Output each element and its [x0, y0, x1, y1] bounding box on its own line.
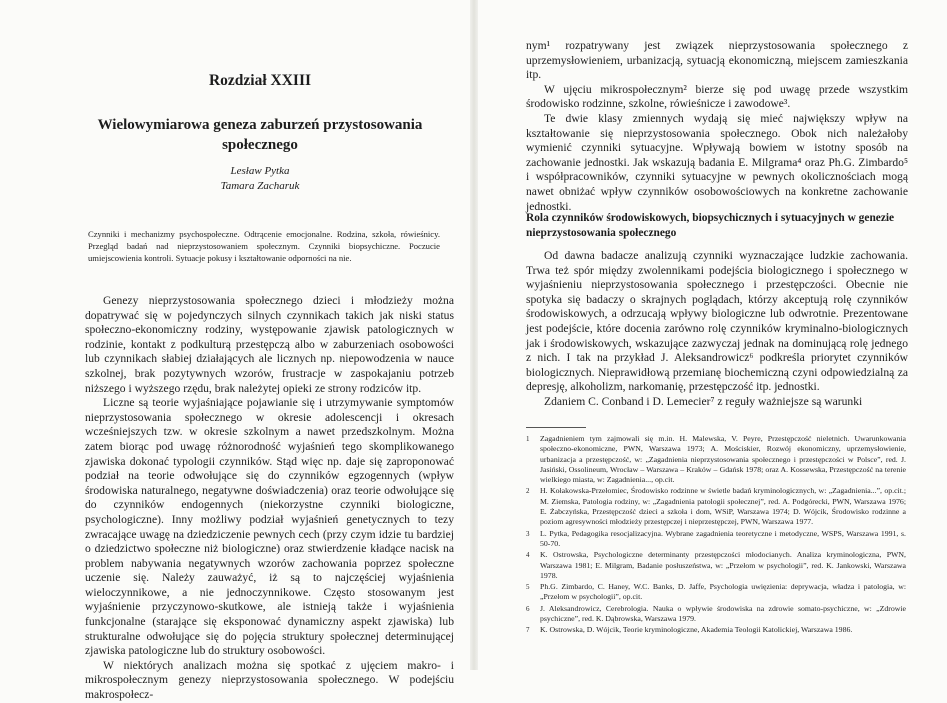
footnotes — [526, 434, 906, 637]
footnote-text: Ph.G. Zimbardo, C. Haney, W.C. Banks, D. Jaffe, Psychologia uwięzienia: deprywacja, władza i patologia, w: „Przełom w psychologii”, op.cit. — [540, 582, 906, 602]
footnote-number: 2 — [526, 487, 530, 496]
footnote-number: 5 — [526, 583, 530, 592]
chapter-label: Rozdział XXIII — [208, 72, 312, 89]
footnote-text: J. Aleksandrowicz, Cerebrologia. Nauka o wpływie środowiska na zdrowie somato-psychiczne, w: „Zdrowie psychiczne”, red. K. Dąbrowska, Warszawa 1979. — [540, 603, 906, 624]
footnote-number: 3 — [526, 529, 530, 538]
right-body-text — [526, 249, 908, 410]
section-heading: Rola czynników środowiskowych, biopsychicznych i sytuacyjnych w genezie nieprzystosowania społecznego — [526, 212, 895, 239]
footnote-number: 7 — [526, 626, 530, 635]
right-page — [474, 0, 947, 670]
paragraph: Zdaniem C. Conband i D. Lemecier⁷ z reguły ważniejsze są warunki — [544, 394, 863, 408]
footnote — [526, 434, 906, 485]
paragraph: W niektórych analizach można się spotkać z ujęciem makro- i mikrospołecznym genezy nieprzystosowania społecznego. W podejściu makrospołecz- — [85, 658, 454, 702]
footnote-text: L. Pytka, Pedagogika resocjalizacyjna. Wybrane zagadnienia teoretyczne i metodyczne, WSPS, Warszawa 1991, s. 50-70. — [540, 528, 906, 548]
chapter-title: Wielowymiarowa geneza zaburzeń przystosowania społecznego — [97, 117, 423, 153]
paragraph: W ujęciu mikrospołecznym² bierze się pod uwagę przede wszystkim środowisko rodzinne, szkolne, rówieśnicze i zawodowe³. — [526, 82, 908, 111]
keywords-abstract: Czynniki i mechanizmy psychospołeczne. Odtrącenie emocjonalne. Rodzina, szkoła, rówieśnicy. Przegląd badań nad nieprzystosowaniem społecznym. Czynniki biopsychiczne. Poczucie umiejscowienia kontroli. Sytuacje pokusy i kształtowanie odporności na nie. — [88, 229, 440, 263]
right-continued-text — [526, 39, 908, 214]
footnote — [526, 604, 906, 625]
footnote — [526, 550, 906, 581]
footnote — [526, 582, 906, 603]
footnote-number: 1 — [526, 435, 530, 443]
footnote-divider — [526, 427, 586, 428]
paragraph: nym¹ rozpatrywany jest związek nieprzystosowania społecznego z uprzemysłowieniem, urbanizacją, sytuacją ekonomiczną, miejscem zamieszkania itp. — [526, 39, 908, 82]
paragraph: Genezy nieprzystosowania społecznego dzieci i młodzieży można dopatrywać się w pojedynczych silnych czynnikach takich jak niski status społeczno-ekonomiczny rodziny, występowanie zjawisk patologicznych w rodzinie, kontakt z podkulturą przestępczą albo w zaburzeniach osobowości lub czynnikach słabiej działających ale licznych np. niepowodzenia w nauce szkolnej, brak pozytywnych wzorów, frustracje w zaspokajaniu potrzeb niższego i wyższego rzędu, brak należytej opieki ze strony rodziców itp. — [85, 294, 454, 395]
author-name: Tamara Zacharuk — [220, 180, 300, 192]
footnote-text: H. Kołakowska-Przełomiec, Środowisko rodzinne w świetle badań kryminologicznych, w: „Zagadnienia...”, op.cit.; M. Ziemska, Patologia rodziny, w: „Zagadnienia patologii społecznej”, red. A. Podgórecki, PWN, Warszawa 1976; E. Żabczyńska, Przestępczość dzieci a szkoła i dom, WSiP, Warszawa 1974; D. Wójcik, Środowisko rodzinne a poziom agresywności młodzieży przestępczej i nieprzestępczej, PWN, Warszawa 1977. — [540, 486, 906, 527]
footnote-text: Zagadnieniem tym zajmowali się m.in. H. Malewska, V. Peyre, Przestępczość nieletnich. Uwarunkowania społeczno-ekonomiczne, PWN, Warszawa 1973; A. Mościskier, Rozwój ekonomiczny, uprzemysłowienie, urbanizacja a przestępczość, w: „Zagadnienia nieprzystosowania społecznego i przestępczości w Polsce”, red. J. Jasiński, Ossolineum, Wrocław – Warszawa – Kraków – Gdańsk 1978; oraz A. Kossewska, Przestępczość na terenie wielkiego miasta, w: Zagadnienia..., op.cit. — [540, 434, 906, 485]
paragraph: Od dawna badacze analizują czynniki wyznaczające ludzkie zachowania. Trwa też spór między zwolennikami podejścia biologicznego i społecznego w wyjaśnieniu nieprzystosowania społecznego i przestępczości. Obecnie nie spotyka się badaczy o skrajnych poglądach, którzy akceptują rolę czynników środowiskowych, a odrzucają wpływy biologiczne lub odwrotnie. Prezentowane jest podejście, które docenia zarówno rolę czynników kryminalno-biologicznych jak i środowiskowych, wskazujące zazwyczaj jednak na dominującą rolę jednego z nich. I tak na przykład J. Aleksandrowicz⁶ podkreśla priorytet czynników biologicznych. Nieprawidłową przemianę biochemiczną czyni odpowiedzialną za depresję, alkoholizm, narkomanię, przestępczość itp. jednostki. — [526, 249, 908, 394]
left-page — [0, 0, 474, 702]
footnote — [526, 529, 906, 550]
footnote — [526, 625, 906, 635]
author-name: Lesław Pytka — [230, 165, 290, 177]
footnote-number: 6 — [526, 604, 530, 613]
footnote-text: K. Ostrowska, D. Wójcik, Teorie kryminologiczne, Akademia Teologii Katolickiej, Warszawa 1986. — [540, 625, 853, 635]
footnote-text: K. Ostrowska, Psychologiczne determinanty przestępczości młodocianych. Analiza kryminologiczna, PWN, Warszawa 1981; E. Milgram, Badanie posłuszeństwa, w: „Przełom w psychologii”, red. K. Jankowski, Warszawa 1978. — [540, 550, 906, 580]
footnote-number: 4 — [526, 551, 530, 560]
paragraph: Liczne są teorie wyjaśniające pojawianie się i utrzymywanie symptomów nieprzystosowania społecznego w okresie adolescencji i okresach wcześniejszych tzw. w okresie szkolnym a nawet przedszkolnym. Można zatem biorąc pod uwagę różnorodność wyjaśnień tego skomplikowanego zjawiska dokonać typologii czynników. Stąd więc np. daje się zaproponować podział na teorie odwołujące się do czynników egzogennych (wpływ środowiska naturalnego, negatywne doświadczenia) oraz teorie odwołujące się do czynników endogennych (niekorzystne czynniki biologiczne, psychologiczne). Inny możliwy podział wyjaśnień genetycznych to tezy zwracające uwagę na dziedziczenie pewnych cech (przy czym idzie tu bardziej o dziedzictwo społeczne niż biologiczne) oraz stwierdzenie kładące nacisk na problem nabywania negatywnych wzorów zachowania poprzez społeczne uczenie się. Należy zauważyć, iż są to najczęściej wyjaśnienia wieloczynnikowe, a nie jednoczynnikowe. Często stosowanym jest wyjaśnienie przyczynowo-skutkowe, ale istnieją także i wyjaśnienia funkcjonalne (starające się eksponować dynamiczny aspekt zjawiska) lub strukturalne odwołujące się do pojęcia struktury społecznej determinującej zjawiska patologiczne lub do struktury osobowości. — [85, 396, 454, 658]
paragraph: Te dwie klasy zmiennych wydają się mieć największy wpływ na kształtowanie się nieprzystosowania społecznego. Obok nich należałoby wymienić czynniki sytuacyjne. Wpływają bowiem w istotny sposób na zachowanie jednostki. Jak wskazują badania E. Milgrama⁴ oraz Ph.G. Zimbardo⁵ i współpracowników, czynniki sytuacyjne w pewnych okolicznościach mogą nawet obniżać wpływ czynników osobowościowych na konkretne zachowanie jednostki. — [526, 111, 908, 213]
authors — [80, 164, 440, 194]
left-body-text — [85, 294, 454, 703]
footnote — [526, 486, 906, 527]
